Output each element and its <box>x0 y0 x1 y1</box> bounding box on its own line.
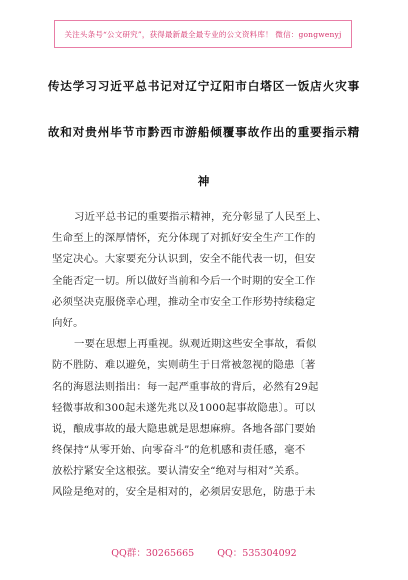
body-text <box>52 207 356 504</box>
promo-banner <box>54 20 352 48</box>
footer-qq: QQ：535304092 <box>217 548 297 559</box>
body-line: 全能否定一切。所以做好当前和今后一个时期的安全工作 <box>52 274 316 287</box>
promo-text: 关注头条号“公文研究”，获得最新最全最专业的公文资料库！ 微信：gongwenyj <box>64 29 342 39</box>
footer-contact <box>0 545 408 559</box>
body-line: 生命至上的深厚情怀，充分体现了对抓好安全生产工作的 <box>52 232 316 245</box>
footer-qq-group: QQ群：30265665 <box>111 548 195 559</box>
body-line: 名的海恩法则指出：每一起严重事故的背后，必然有29起 <box>52 380 319 393</box>
body-line: 防不胜防、难以避免，实则萌生于日常被忽视的隐患〔著 <box>52 359 316 372</box>
body-line: 习近平总书记的重要指示精神，充分彰显了人民至上、 <box>74 211 327 223</box>
title-line-1: 传达学习习近平总书记对辽宁辽阳市白塔区一饭店火灾事 <box>47 79 361 93</box>
body-line: 放松拧紧安全这根弦。要认清安全“绝对与相对”关系。 <box>52 465 306 478</box>
body-line: 风险是绝对的，安全是相对的，必须居安思危，防患于未 <box>52 486 316 499</box>
body-line: 轻微事故和300起未遂先兆以及1000起事故隐患〕。可以 <box>52 401 316 414</box>
body-line: 向好。 <box>52 316 84 329</box>
title-line-2: 故和对贵州毕节市黔西市游船倾覆事故作出的重要指示精 <box>47 125 361 139</box>
title-line-3: 神 <box>197 174 211 188</box>
body-line: 终保持“从零开始、向零奋斗”的危机感和责任感，毫不 <box>52 444 306 457</box>
body-line: 说，酿成事故的最大隐患就是思想麻痹。各地各部门要始 <box>52 422 316 435</box>
body-line: 必须坚决克服侥幸心理，推动全市安全工作形势持续稳定 <box>52 295 316 308</box>
body-line: 一要在思想上再重视。纵观近期这些安全事故，看似 <box>74 338 317 351</box>
body-line: 坚定决心。大家要充分认识到，安全不能代表一切，但安 <box>52 253 316 266</box>
